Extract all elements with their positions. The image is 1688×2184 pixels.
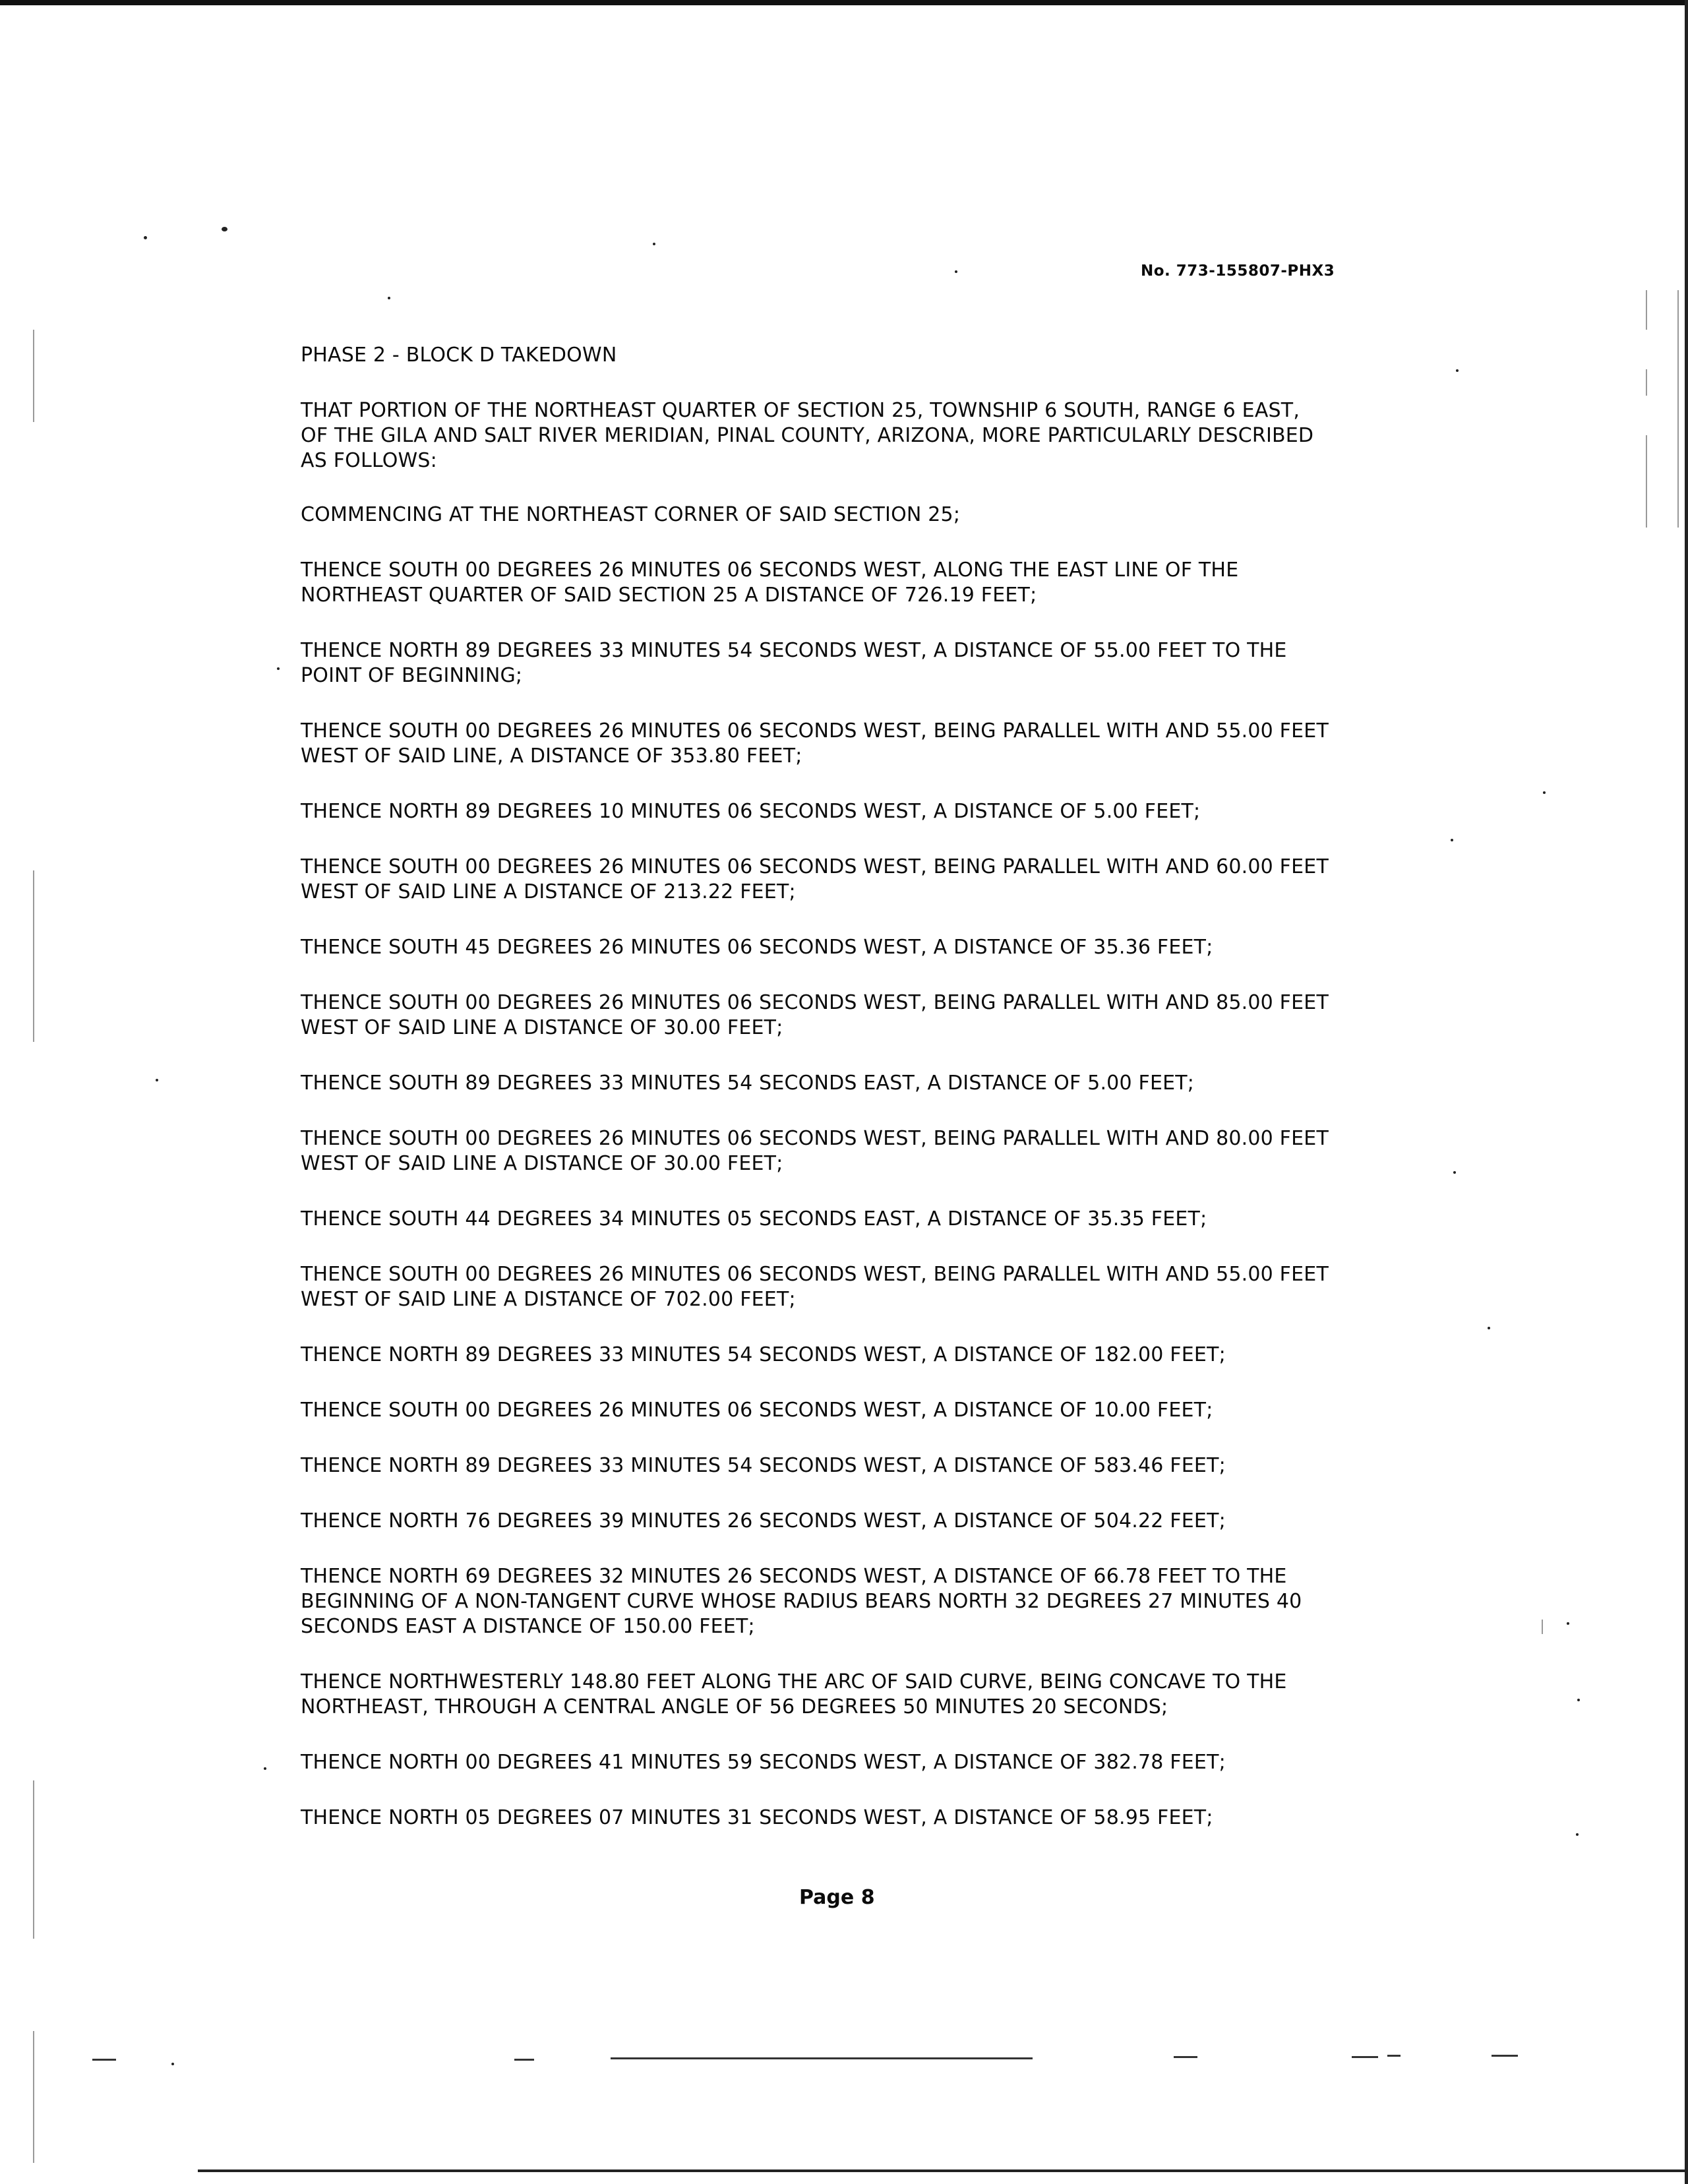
legal-description-paragraph: THENCE SOUTH 00 DEGREES 26 MINUTES 06 SECONDS WEST, A DISTANCE OF 10.00 FEET; (301, 1399, 1213, 1422)
scan-dash (1387, 2055, 1401, 2057)
legal-description-paragraph: COMMENCING AT THE NORTHEAST CORNER OF SAID SECTION 25; (301, 503, 961, 526)
scan-edge-mark (33, 2031, 34, 2163)
scan-speck (1456, 369, 1459, 372)
scan-speck (1488, 1327, 1490, 1329)
legal-description-paragraph: THENCE SOUTH 00 DEGREES 26 MINUTES 06 SECONDS WEST, ALONG THE EAST LINE OF THE NORTHEAST QUARTER OF SAID SECTION 25 A DISTANCE OF 726.19 FEET; (301, 559, 1239, 607)
legal-description-paragraph: THENCE NORTH 05 DEGREES 07 MINUTES 31 SECONDS WEST, A DISTANCE OF 58.95 FEET; (301, 1806, 1213, 1829)
legal-description-paragraph: THENCE SOUTH 44 DEGREES 34 MINUTES 05 SECONDS EAST, A DISTANCE OF 35.35 FEET; (301, 1207, 1207, 1230)
scan-speck (955, 270, 957, 273)
legal-description-paragraph: THENCE NORTH 89 DEGREES 10 MINUTES 06 SECONDS WEST, A DISTANCE OF 5.00 FEET; (301, 800, 1201, 823)
scan-edge-mark (33, 870, 34, 1042)
scan-edge-mark (33, 1780, 34, 1939)
scan-speck (222, 227, 227, 231)
scan-edge-mark (1677, 290, 1679, 528)
scan-edge-mark (1646, 369, 1647, 396)
scan-speck (1453, 1171, 1456, 1174)
scan-speck (1577, 1699, 1580, 1701)
scan-border-bottom (198, 2169, 1688, 2172)
legal-description-paragraph: THENCE NORTH 89 DEGREES 33 MINUTES 54 SECONDS WEST, A DISTANCE OF 55.00 FEET TO THE POINT OF BEGINNING; (301, 639, 1287, 687)
scan-dash (514, 2059, 534, 2061)
scan-edge-mark (1646, 290, 1647, 330)
legal-description-paragraph: THENCE SOUTH 00 DEGREES 26 MINUTES 06 SECONDS WEST, BEING PARALLEL WITH AND 55.00 FEET WEST OF SAID LINE, A DISTANCE OF 353.80 FEET; (301, 719, 1329, 768)
paragraph-list (301, 398, 1329, 1831)
legal-description-paragraph: THENCE NORTH 69 DEGREES 32 MINUTES 26 SECONDS WEST, A DISTANCE OF 66.78 FEET TO THE BEGINNING OF A NON-TANGENT CURVE WHOSE RADIUS BEARS NORTH 32 DEGREES 27 MINUTES 40 SECONDS EAST A DISTANCE OF 150.00 FEET; (301, 1565, 1302, 1638)
scan-border-top (0, 0, 1688, 5)
legal-description-paragraph: THENCE SOUTH 00 DEGREES 26 MINUTES 06 SECONDS WEST, BEING PARALLEL WITH AND 80.00 FEET WEST OF SAID LINE A DISTANCE OF 30.00 FEET; (301, 1127, 1329, 1175)
scan-dash (611, 2057, 1033, 2059)
legal-description-paragraph: THENCE SOUTH 89 DEGREES 33 MINUTES 54 SECONDS EAST, A DISTANCE OF 5.00 FEET; (301, 1072, 1195, 1095)
scan-speck (1567, 1622, 1569, 1625)
document-number: No. 773-155807-PHX3 (1141, 262, 1335, 280)
scan-speck (1576, 1833, 1579, 1836)
scan-speck (653, 243, 655, 245)
scan-speck (144, 236, 147, 239)
scan-edge-mark (1542, 1620, 1543, 1634)
legal-description (301, 343, 1329, 1861)
legal-description-paragraph: THENCE SOUTH 00 DEGREES 26 MINUTES 06 SECONDS WEST, BEING PARALLEL WITH AND 55.00 FEET WEST OF SAID LINE A DISTANCE OF 702.00 FEET; (301, 1263, 1329, 1311)
scan-speck (388, 297, 390, 299)
scan-speck (277, 667, 280, 670)
scan-speck (1451, 839, 1453, 841)
section-heading: PHASE 2 - BLOCK D TAKEDOWN (301, 344, 617, 367)
scan-dash (92, 2059, 116, 2061)
scan-border-right (1685, 0, 1688, 2184)
legal-description-paragraph: THAT PORTION OF THE NORTHEAST QUARTER OF SECTION 25, TOWNSHIP 6 SOUTH, RANGE 6 EAST, OF THE GILA AND SALT RIVER MERIDIAN, PINAL COUNTY, ARIZONA, MORE PARTICULARLY DESCRIBED AS FOLLOWS: (301, 399, 1314, 472)
scan-edge-mark (1646, 435, 1647, 528)
legal-description-paragraph: THENCE SOUTH 00 DEGREES 26 MINUTES 06 SECONDS WEST, BEING PARALLEL WITH AND 60.00 FEET WEST OF SAID LINE A DISTANCE OF 213.22 FEET; (301, 855, 1329, 903)
scan-speck (156, 1079, 158, 1081)
scan-dash (1174, 2056, 1197, 2058)
legal-description-paragraph: THENCE NORTH 00 DEGREES 41 MINUTES 59 SECONDS WEST, A DISTANCE OF 382.78 FEET; (301, 1751, 1226, 1774)
scan-speck (171, 2063, 174, 2065)
legal-description-paragraph: THENCE NORTH 89 DEGREES 33 MINUTES 54 SECONDS WEST, A DISTANCE OF 182.00 FEET; (301, 1343, 1226, 1366)
legal-description-paragraph: THENCE NORTH 76 DEGREES 39 MINUTES 26 SECONDS WEST, A DISTANCE OF 504.22 FEET; (301, 1509, 1226, 1532)
legal-description-paragraph: THENCE SOUTH 00 DEGREES 26 MINUTES 06 SECONDS WEST, BEING PARALLEL WITH AND 85.00 FEET WEST OF SAID LINE A DISTANCE OF 30.00 FEET; (301, 991, 1329, 1039)
legal-description-paragraph: THENCE SOUTH 45 DEGREES 26 MINUTES 06 SECONDS WEST, A DISTANCE OF 35.36 FEET; (301, 936, 1213, 959)
scan-dash (1352, 2056, 1378, 2058)
legal-description-paragraph: THENCE NORTH 89 DEGREES 33 MINUTES 54 SECONDS WEST, A DISTANCE OF 583.46 FEET; (301, 1454, 1226, 1477)
scan-speck (1543, 791, 1546, 794)
scan-edge-mark (33, 330, 34, 422)
legal-description-paragraph: THENCE NORTHWESTERLY 148.80 FEET ALONG THE ARC OF SAID CURVE, BEING CONCAVE TO THE NORTHEAST, THROUGH A CENTRAL ANGLE OF 56 DEGREES 50 MINUTES 20 SECONDS; (301, 1670, 1287, 1718)
scan-dash (1492, 2055, 1518, 2057)
page-number: Page 8 (799, 1886, 875, 1909)
scan-speck (264, 1767, 266, 1770)
